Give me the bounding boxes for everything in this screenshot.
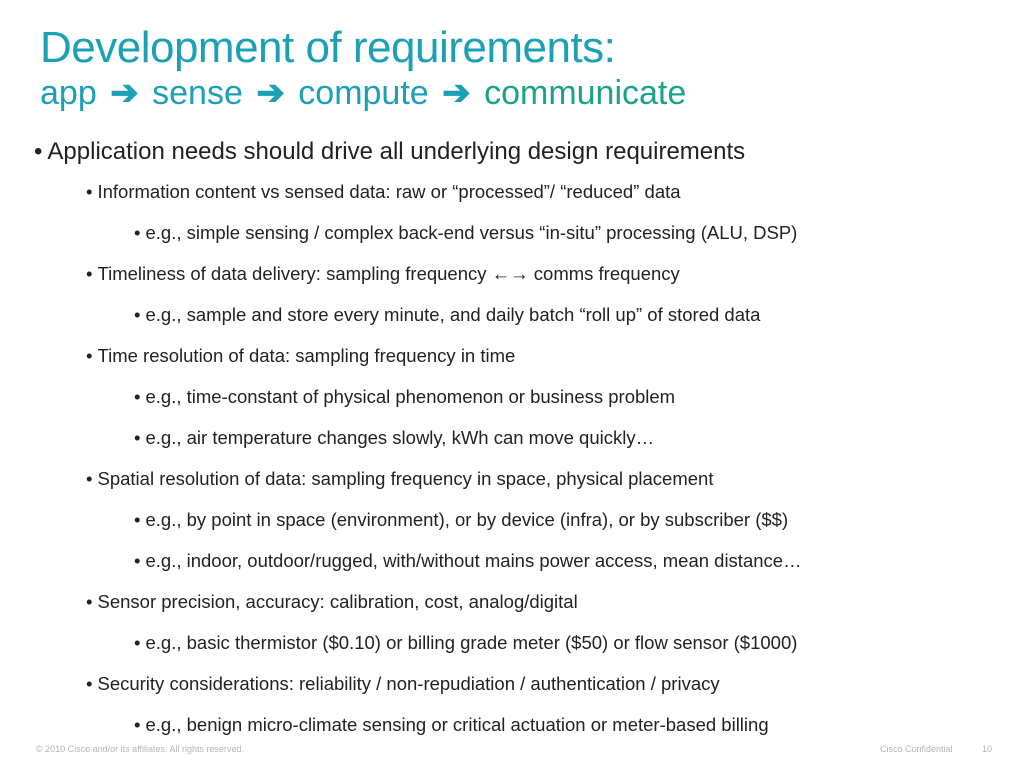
bullet-marker: • [86, 263, 93, 284]
bullet-marker: • [134, 386, 141, 407]
arrow-right-icon: ➔ [110, 74, 139, 112]
bullet-item [86, 345, 515, 367]
bullet-text: e.g., benign micro-climate sensing or critical actuation or meter-based billing [145, 714, 769, 735]
bullet-marker: • [86, 345, 93, 366]
bullet-text: e.g., by point in space (environment), or by device (infra), or by subscriber ($$) [145, 509, 789, 530]
title-line-2 [40, 76, 686, 116]
bullet-marker: • [86, 181, 93, 202]
bullet-text: Security considerations: reliability / non-repudiation / authentication / privacy [97, 673, 720, 694]
bullet-item [86, 673, 720, 695]
arrow-right-icon: ➔ [442, 74, 471, 112]
sub-bullet-item [134, 304, 760, 326]
bullet-marker: • [134, 714, 141, 735]
bullet-item-main [34, 138, 745, 166]
arrow-right-icon: ➔ [256, 74, 285, 112]
bullet-text: e.g., basic thermistor ($0.10) or billing grade meter ($50) or flow sensor ($1000) [145, 632, 798, 653]
bullet-text: Timeliness of data delivery: sampling frequency ←→ comms frequency [97, 263, 680, 284]
bullet-marker: • [134, 632, 141, 653]
bullet-marker: • [86, 673, 93, 694]
bullet-item [86, 181, 681, 203]
bullet-marker: • [134, 222, 141, 243]
bullet-text: e.g., air temperature changes slowly, kWh can move quickly… [145, 427, 655, 448]
bullet-marker: • [34, 138, 43, 165]
bullet-marker: • [134, 427, 141, 448]
sub-bullet-item [134, 427, 654, 449]
bullet-text: e.g., indoor, outdoor/rugged, with/without mains power access, mean distance… [145, 550, 802, 571]
bullet-marker: • [134, 509, 141, 530]
bullet-marker: • [134, 304, 141, 325]
slide-title [40, 23, 687, 116]
sub-bullet-item [134, 509, 788, 531]
bullet-text: e.g., time-constant of physical phenomenon or business problem [145, 386, 676, 407]
bullet-text: e.g., simple sensing / complex back-end versus “in-situ” processing (ALU, DSP) [145, 222, 798, 243]
bullet-marker: • [134, 550, 141, 571]
bullet-item [86, 263, 680, 285]
sub-bullet-item [134, 222, 797, 244]
sub-bullet-item [134, 550, 802, 572]
bullet-item [86, 591, 578, 613]
title-part-compute: compute [298, 74, 429, 112]
bullet-text: e.g., sample and store every minute, and daily batch “roll up” of stored data [145, 304, 761, 325]
title-part-sense: sense [152, 74, 243, 112]
title-line-1: Development of requirements: [40, 23, 616, 72]
sub-bullet-item [134, 386, 675, 408]
bullet-marker: • [86, 591, 93, 612]
bullet-text: Application needs should drive all underlying design requirements [47, 138, 746, 165]
bullet-text: Spatial resolution of data: sampling frequency in space, physical placement [97, 468, 714, 489]
footer-confidential: Cisco Confidential [880, 744, 953, 754]
bullet-text: Time resolution of data: sampling frequency in time [97, 345, 516, 366]
bullet-text: Information content vs sensed data: raw or “processed”/ “reduced” data [97, 181, 681, 202]
footer-page-number: 10 [982, 744, 993, 754]
bullet-item [86, 468, 713, 490]
title-part-communicate: communicate [484, 74, 687, 112]
bullet-text: Sensor precision, accuracy: calibration, cost, analog/digital [97, 591, 578, 612]
title-part-app: app [40, 74, 97, 112]
sub-bullet-item [134, 714, 769, 736]
footer-copyright: © 2010 Cisco and/or its affiliates. All rights reserved. [36, 744, 245, 754]
bullet-marker: • [86, 468, 93, 489]
sub-bullet-item [134, 632, 797, 654]
